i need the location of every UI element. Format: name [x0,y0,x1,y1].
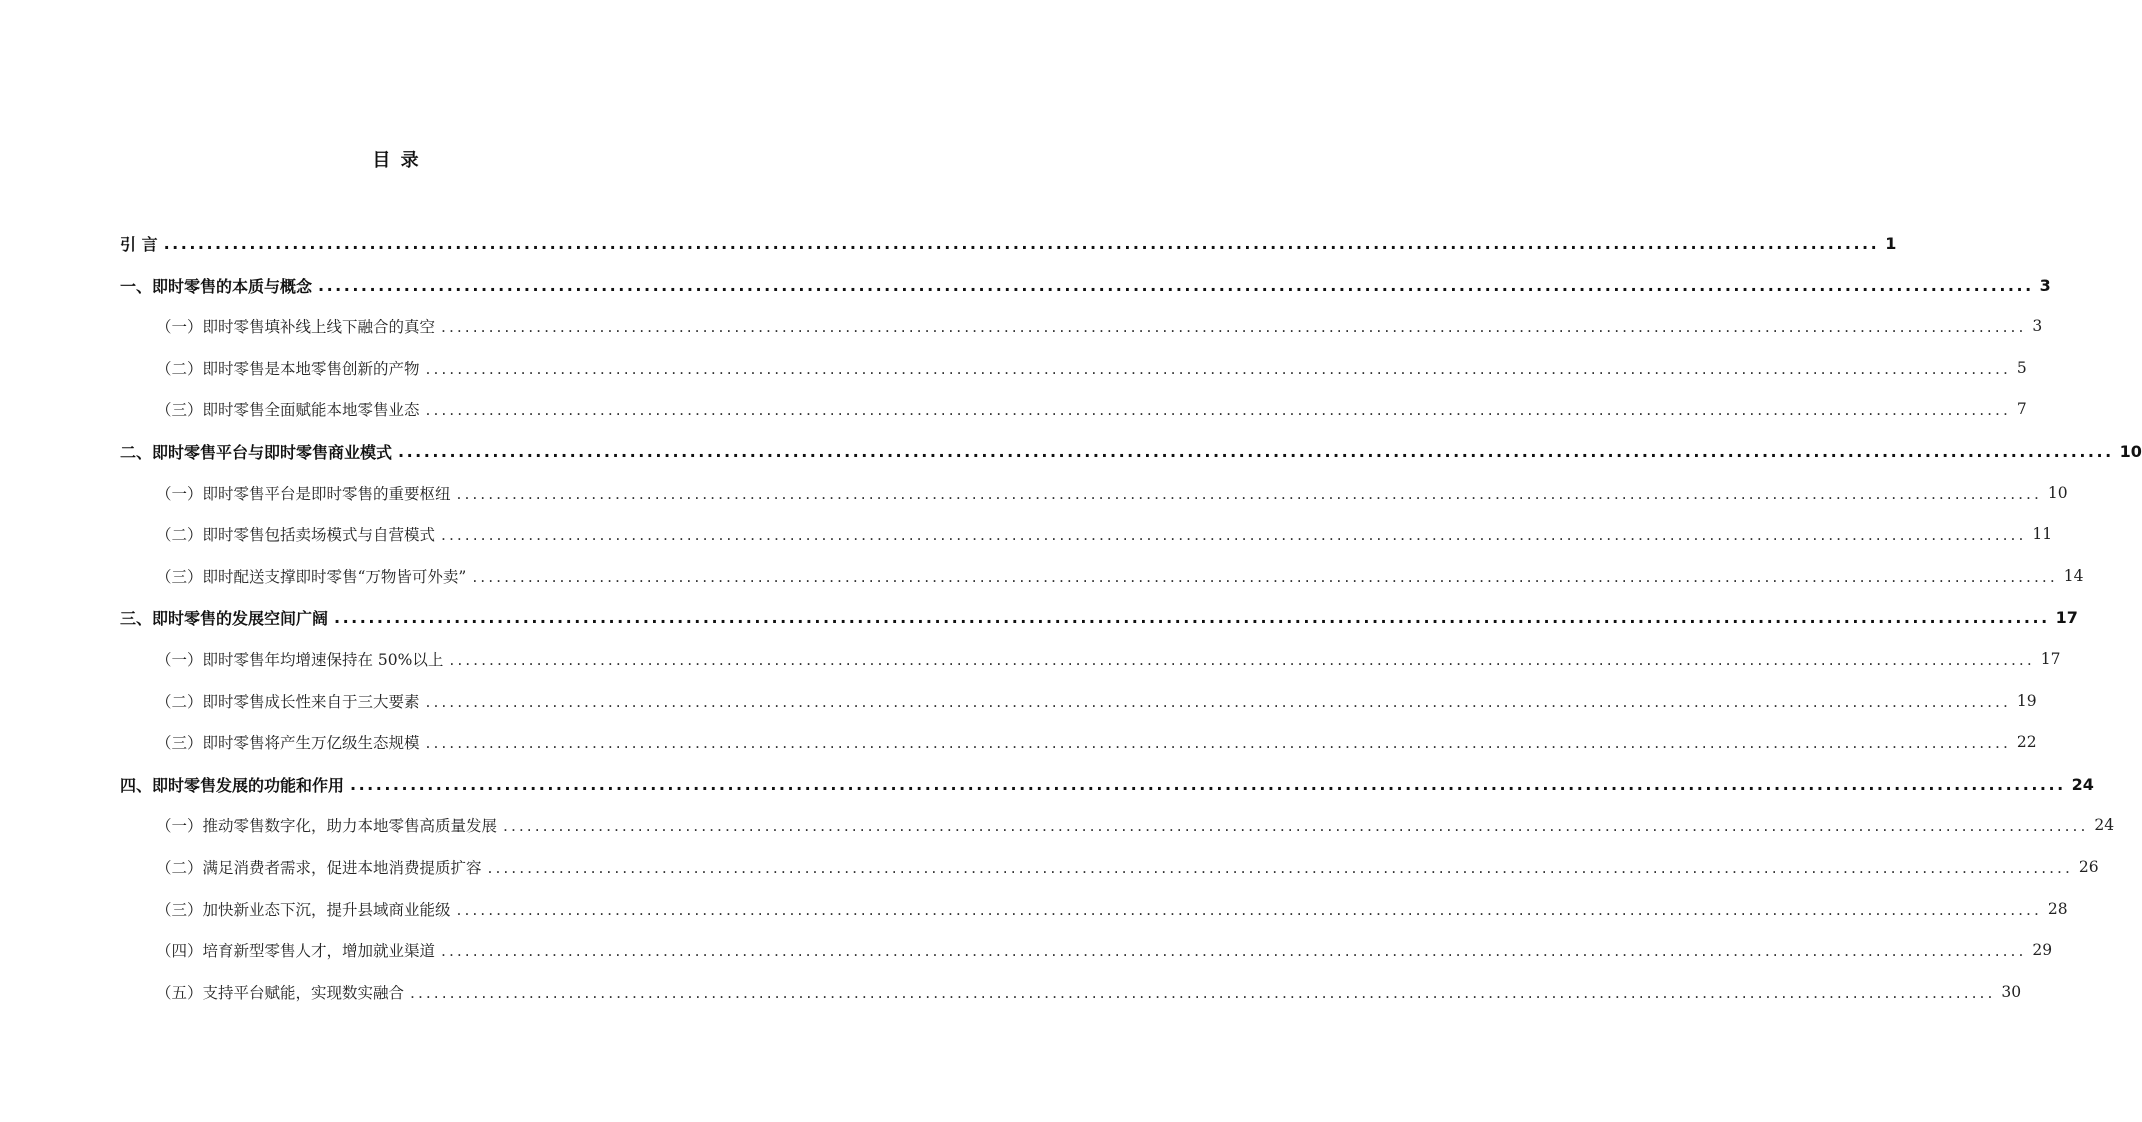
toc-entry-label: （二）即时零售是本地零售创新的产物 [156,360,420,378]
toc-leader-dots: ........................................................................................................................................................................................................ [398,442,2114,461]
toc-entry-page: 1 [1885,233,1897,253]
toc-entry-page: 17 [2055,607,2078,627]
toc-leader-dots: ........................................................................................................................................................................................................ [334,608,2050,627]
toc-entry-page: 24 [2094,816,2115,834]
toc-leader-dots: ........................................................................................................................................................................................................ [503,817,2089,835]
toc-entry-page: 17 [2040,650,2061,668]
toc-entry-page: 14 [2063,567,2084,585]
toc-entry[interactable] [156,730,2037,754]
toc-entry-label: （一）即时零售填补线上线下融合的真空 [156,318,436,336]
toc-entry-label: （三）加快新业态下沉，提升县域商业能级 [156,901,451,919]
toc-entry[interactable] [156,855,2099,879]
toc-entry[interactable] [156,522,2053,546]
toc-entry[interactable] [120,231,1897,255]
toc-leader-dots: ........................................................................................................................................................................................................ [456,901,2042,919]
toc-title: 目 录 [372,150,421,171]
toc-leader-dots: ........................................................................................................................................................................................................ [410,984,1996,1002]
toc-entry-label: （一）即时零售年均增速保持在 50%以上 [156,651,444,669]
toc-entry-label: 四、即时零售发展的功能和作用 [120,775,345,795]
toc-entry-label: 一、即时零售的本质与概念 [120,276,313,296]
toc-leader-dots: ........................................................................................................................................................................................................ [318,276,2034,295]
toc-entry-label: （一）推动零售数字化，助力本地零售高质量发展 [156,817,498,835]
toc-leader-dots: ........................................................................................................................................................................................................ [425,401,2011,419]
toc-entry-page: 24 [2071,774,2094,794]
toc-entry-label: 二、即时零售平台与即时零售商业模式 [120,442,393,462]
toc-entry[interactable] [156,564,2084,588]
toc-entry-label: 引 言 [120,234,158,254]
toc-entry-label: （四）培育新型零售人才，增加就业渠道 [156,942,436,960]
toc-entry[interactable] [156,314,2043,338]
toc-entry-page: 10 [2119,441,2142,461]
toc-leader-dots: ........................................................................................................................................................................................................ [449,651,2035,669]
toc-entry-page: 11 [2032,525,2053,543]
toc-entry-page: 3 [2032,317,2043,335]
toc-entry-page: 30 [2001,983,2022,1001]
toc-entry-page: 3 [2039,275,2051,295]
toc-entry[interactable] [156,813,2115,837]
toc-entry[interactable] [120,273,2051,297]
toc-entry-page: 7 [2016,400,2027,418]
toc-entry[interactable] [156,897,2068,921]
toc-entry-page: 10 [2047,484,2068,502]
toc-leader-dots: ........................................................................................................................................................................................................ [163,234,1880,253]
toc-entry[interactable] [156,689,2037,713]
toc-entry[interactable] [156,481,2068,505]
toc-leader-dots: ........................................................................................................................................................................................................ [441,318,2027,336]
toc-leader-dots: ........................................................................................................................................................................................................ [456,485,2042,503]
toc-leader-dots: ........................................................................................................................................................................................................ [441,942,2027,960]
toc-entry-page: 29 [2032,941,2053,959]
toc-entry[interactable] [156,356,2027,380]
toc-leader-dots: ........................................................................................................................................................................................................ [425,734,2011,752]
toc-entry[interactable] [120,605,2078,629]
toc-entry[interactable] [156,397,2027,421]
toc-entry[interactable] [120,439,2142,463]
toc-entry[interactable] [156,647,2061,671]
toc-entry-label: （二）即时零售包括卖场模式与自营模式 [156,526,436,544]
toc-entry-label: （二）即时零售成长性来自于三大要素 [156,693,420,711]
toc-entry-label: （五）支持平台赋能，实现数实融合 [156,984,405,1002]
toc-entry-page: 22 [2016,733,2037,751]
toc-entry[interactable] [156,938,2053,962]
toc-entry-label: （三）即时配送支撑即时零售“万物皆可外卖” [156,568,467,586]
toc-entry-page: 19 [2016,692,2037,710]
toc-entry-label: （三）即时零售将产生万亿级生态规模 [156,734,420,752]
toc-entry-page: 28 [2047,900,2068,918]
toc-leader-dots: ........................................................................................................................................................................................................ [350,775,2066,794]
toc-leader-dots: ........................................................................................................................................................................................................ [425,360,2011,378]
toc-entry-label: （一）即时零售平台是即时零售的重要枢纽 [156,485,451,503]
toc-entry[interactable] [120,772,2094,796]
toc-leader-dots: ........................................................................................................................................................................................................ [441,526,2027,544]
toc-entry-label: （二）满足消费者需求，促进本地消费提质扩容 [156,859,482,877]
toc-entry-page: 26 [2078,858,2099,876]
toc-leader-dots: ........................................................................................................................................................................................................ [487,859,2073,877]
toc-leader-dots: ........................................................................................................................................................................................................ [472,568,2058,586]
toc-entry-label: 三、即时零售的发展空间广阔 [120,608,329,628]
toc-entry-label: （三）即时零售全面赋能本地零售业态 [156,401,420,419]
toc-entry-page: 5 [2016,359,2027,377]
toc-leader-dots: ........................................................................................................................................................................................................ [425,693,2011,711]
toc-entry[interactable] [156,980,2022,1004]
